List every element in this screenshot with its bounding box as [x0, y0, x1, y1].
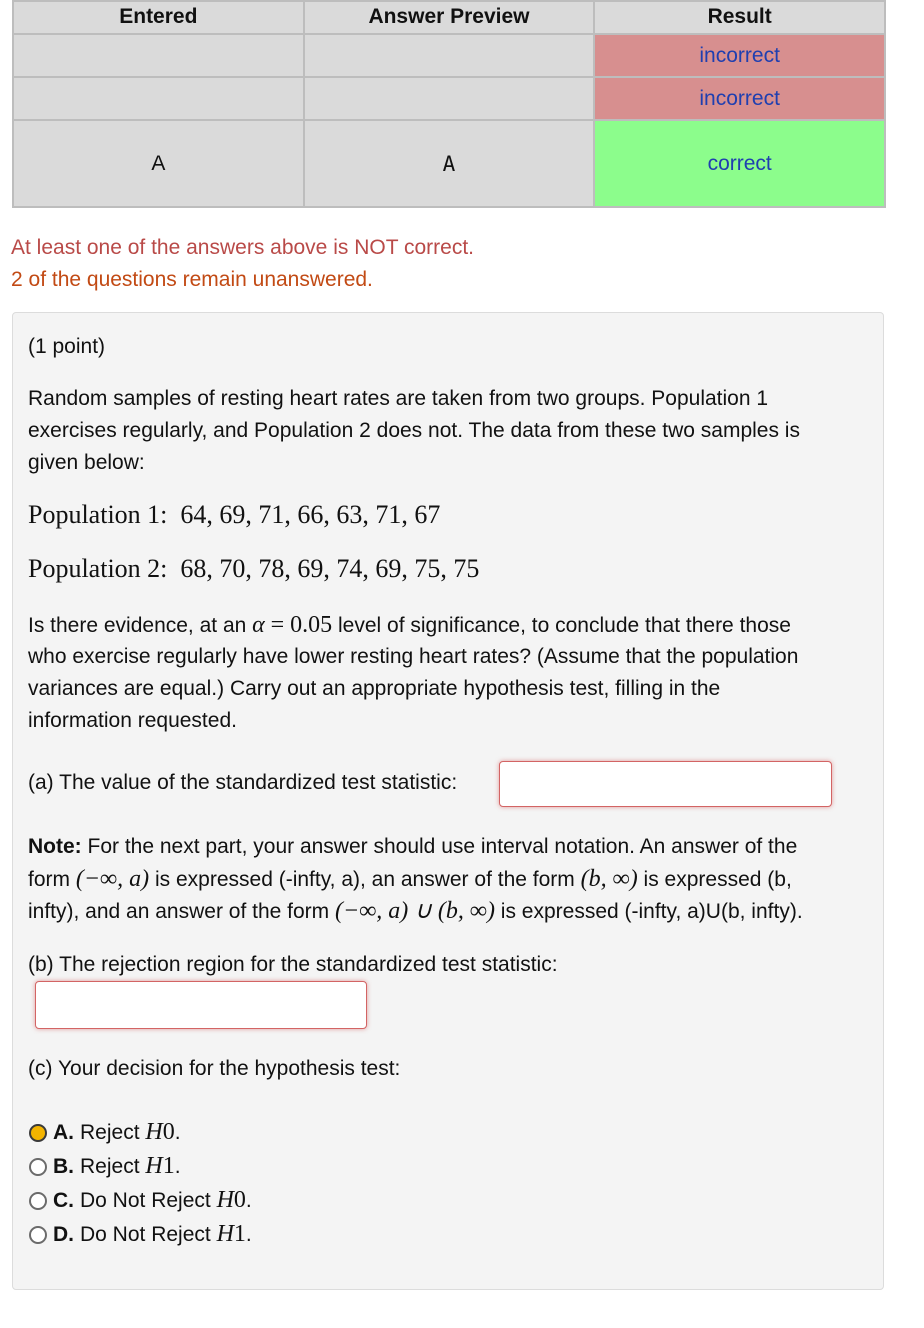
entered-cell: A: [14, 121, 303, 206]
population-1-row: [28, 499, 440, 531]
results-header-row: [14, 2, 884, 33]
hypothesis-symbol: H: [145, 1119, 163, 1145]
hypothesis-subscript: 0: [162, 1119, 175, 1145]
result-cell: incorrect: [595, 78, 884, 119]
hypothesis-subscript: 1: [233, 1221, 246, 1247]
preview-cell: [305, 78, 594, 119]
result-cell: correct: [595, 121, 884, 206]
alpha-value: = 0.05: [270, 612, 333, 638]
note-line-1: [28, 831, 797, 863]
intro-line-2: exercises regularly, and Population 2 does not. The data from these two samples is: [28, 419, 800, 442]
radio-button[interactable]: [29, 1124, 47, 1142]
test-statistic-input[interactable]: [499, 761, 832, 807]
choice-c[interactable]: C. Do Not Reject H 0 .: [29, 1187, 252, 1214]
note-line-3: [28, 895, 803, 928]
note-text: form: [28, 868, 70, 891]
question-text: level of significance, to conclude that there those: [338, 614, 791, 637]
note-text: For the next part, your answer should use interval notation. An answer of the: [87, 835, 798, 858]
population-2-row: [28, 553, 479, 585]
intro-line-1: Random samples of resting heart rates are taken from two groups. Population 1: [28, 387, 769, 410]
not-correct-message: At least one of the answers above is NOT correct.: [11, 236, 474, 259]
intro-line-3: given below:: [28, 451, 145, 474]
note-line-2: [28, 863, 792, 896]
entered-cell: [14, 35, 303, 76]
choice-text: Reject: [80, 1154, 140, 1178]
population-2-data: 68, 70, 78, 69, 74, 69, 75, 75: [180, 554, 480, 583]
rejection-region-input[interactable]: [35, 981, 367, 1029]
part-c-label: (c) Your decision for the hypothesis test:: [28, 1057, 401, 1080]
question-line-4: information requested.: [28, 709, 237, 732]
choice-letter: D.: [53, 1222, 74, 1246]
radio-button[interactable]: [29, 1226, 47, 1244]
preview-cell: A: [305, 121, 594, 206]
hypothesis-symbol: H: [216, 1221, 234, 1247]
note-text: is expressed (b,: [643, 868, 792, 891]
choice-text: Do Not Reject: [80, 1188, 211, 1212]
part-b-label: (b) The rejection region for the standardized test statistic:: [28, 953, 558, 976]
choice-letter: B.: [53, 1154, 74, 1178]
question-line-2: who exercise regularly have lower resting heart rates? (Assume that the population: [28, 645, 799, 668]
result-cell: incorrect: [595, 35, 884, 76]
note-text: is expressed (-infty, a)U(b, infty).: [500, 900, 803, 923]
hypothesis-subscript: 1: [162, 1153, 175, 1179]
question-line-1: [28, 609, 791, 642]
part-a-label: (a) The value of the standardized test statistic:: [28, 771, 458, 794]
table-row: [14, 35, 884, 76]
choice-a[interactable]: A. Reject H 0 .: [29, 1119, 181, 1146]
hypothesis-subscript: 0: [233, 1187, 246, 1213]
choice-letter: A.: [53, 1120, 74, 1144]
radio-button[interactable]: [29, 1192, 47, 1210]
table-row: [14, 121, 884, 206]
hypothesis-symbol: H: [145, 1153, 163, 1179]
population-1-label: Population 1:: [28, 500, 168, 529]
header-answer-preview: Answer Preview: [305, 2, 594, 33]
entered-cell: [14, 78, 303, 119]
unanswered-message: 2 of the questions remain unanswered.: [11, 268, 373, 291]
note-text: infty), and an answer of the form: [28, 900, 330, 923]
header-entered: Entered: [14, 2, 303, 33]
choice-letter: C.: [53, 1188, 74, 1212]
header-result: Result: [595, 2, 884, 33]
alpha-symbol: α: [252, 612, 265, 638]
choice-d[interactable]: D. Do Not Reject H 1 .: [29, 1221, 252, 1248]
note-math: (b, ∞): [580, 866, 638, 892]
note-label: Note:: [28, 835, 82, 858]
population-1-data: 64, 69, 71, 66, 63, 71, 67: [180, 500, 441, 529]
choice-b[interactable]: B. Reject H 1 .: [29, 1153, 181, 1180]
preview-cell: [305, 35, 594, 76]
note-text: is expressed (-infty, a), an answer of the form: [154, 868, 575, 891]
problem-panel: [12, 312, 884, 1290]
table-row: [14, 78, 884, 119]
choice-text: Do Not Reject: [80, 1222, 211, 1246]
hypothesis-symbol: H: [216, 1187, 234, 1213]
results-table: [12, 0, 886, 208]
radio-button[interactable]: [29, 1158, 47, 1176]
choice-text: Reject: [80, 1120, 140, 1144]
question-text: Is there evidence, at an: [28, 614, 247, 637]
population-2-label: Population 2:: [28, 554, 168, 583]
problem-points: (1 point): [28, 335, 106, 358]
note-math: (−∞, a): [75, 866, 150, 892]
question-line-3: variances are equal.) Carry out an appropriate hypothesis test, filling in the: [28, 677, 721, 700]
note-math: (−∞, a) ∪ (b, ∞): [335, 898, 495, 924]
